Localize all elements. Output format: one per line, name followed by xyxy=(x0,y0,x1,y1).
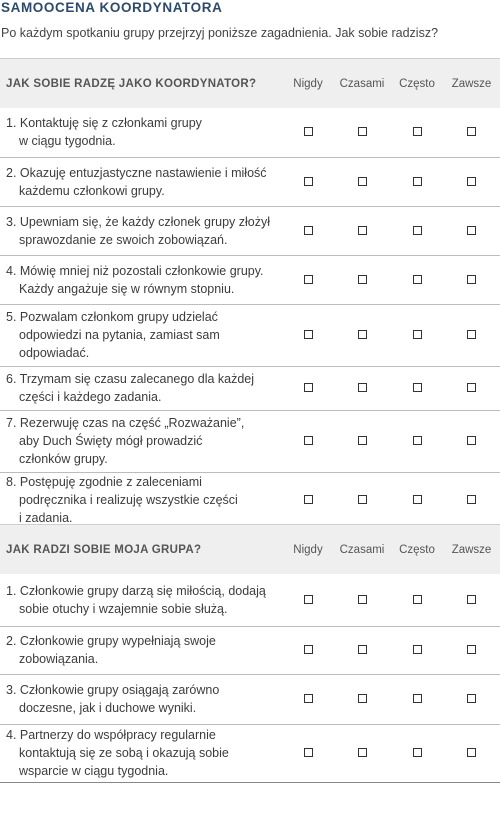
question-line: aby Duch Święty mógł prowadzić xyxy=(19,434,203,448)
checkbox-sometimes[interactable] xyxy=(358,226,367,235)
checkbox-often[interactable] xyxy=(413,226,422,235)
checkbox-always[interactable] xyxy=(467,595,476,604)
column-header-sometimes: Czasami xyxy=(333,59,391,109)
cell-always xyxy=(443,206,500,255)
question-line: 6. Trzymam się czasu zalecanego dla każdej xyxy=(6,372,255,386)
question-line: członków grupy. xyxy=(19,452,108,466)
cell-always xyxy=(443,108,500,157)
question-text xyxy=(0,366,283,410)
question-line: sprawozdanie ze swoich zobowiązań. xyxy=(19,232,228,247)
cell-often xyxy=(391,108,443,157)
checkbox-often[interactable] xyxy=(413,177,422,186)
table-row xyxy=(0,410,500,472)
checkbox-sometimes[interactable] xyxy=(358,177,367,186)
checkbox-sometimes[interactable] xyxy=(358,694,367,703)
cell-often xyxy=(391,472,443,528)
cell-sometimes xyxy=(333,410,391,472)
checkbox-often[interactable] xyxy=(413,330,422,339)
question-line: 3. Członkowie grupy osiągają zarówno xyxy=(6,683,220,697)
column-header-never: Nigdy xyxy=(283,525,333,575)
cell-never xyxy=(283,304,333,366)
checkbox-sometimes[interactable] xyxy=(358,436,367,445)
question-line: kontaktują się ze sobą i okazują sobie xyxy=(19,746,229,760)
table-row xyxy=(0,366,500,410)
question-text xyxy=(0,410,283,472)
question-text xyxy=(0,255,283,304)
checkbox-sometimes[interactable] xyxy=(358,748,367,757)
question-line: sobie otuchy i wzajemnie sobie służą. xyxy=(19,601,228,616)
checkbox-often[interactable] xyxy=(413,495,422,504)
question-line: podręcznika i realizuję wszystkie części xyxy=(19,493,238,507)
checkbox-never[interactable] xyxy=(304,330,313,339)
cell-always xyxy=(443,674,500,724)
cell-sometimes xyxy=(333,255,391,304)
question-line: 3. Upewniam się, że każdy członek grupy złożył xyxy=(6,214,271,229)
question-line: 8. Postępuję zgodnie z zaleceniami xyxy=(6,475,202,489)
checkbox-never[interactable] xyxy=(304,645,313,654)
cell-often xyxy=(391,674,443,724)
column-header-always: Zawsze xyxy=(443,525,500,575)
cell-never xyxy=(283,574,333,626)
cell-never xyxy=(283,255,333,304)
cell-often xyxy=(391,410,443,472)
checkbox-always[interactable] xyxy=(467,436,476,445)
checkbox-often[interactable] xyxy=(413,748,422,757)
question-text xyxy=(0,626,283,674)
intro-text: Po każdym spotkaniu grupy przejrzyj poniższe zagadnienia. Jak sobie radzisz? xyxy=(1,26,439,40)
cell-always xyxy=(443,472,500,528)
checkbox-sometimes[interactable] xyxy=(358,495,367,504)
checkbox-often[interactable] xyxy=(413,645,422,654)
cell-never xyxy=(283,108,333,157)
checkbox-sometimes[interactable] xyxy=(358,275,367,284)
cell-always xyxy=(443,255,500,304)
cell-always xyxy=(443,574,500,626)
cell-never xyxy=(283,157,333,206)
column-header-never: Nigdy xyxy=(283,59,333,109)
table-row xyxy=(0,304,500,366)
column-header-often: Często xyxy=(391,525,443,575)
table-row xyxy=(0,255,500,304)
question-line: 1. Kontaktuję się z członkami grupy xyxy=(6,116,202,131)
cell-sometimes xyxy=(333,304,391,366)
cell-never xyxy=(283,724,333,782)
question-text xyxy=(0,157,283,206)
checkbox-never[interactable] xyxy=(304,436,313,445)
cell-often xyxy=(391,255,443,304)
question-line: w ciągu tygodnia. xyxy=(19,134,116,149)
question-line: zobowiązania. xyxy=(19,652,99,666)
question-text xyxy=(0,724,283,782)
question-line: wsparcie w ciągu tygodnia. xyxy=(19,764,169,778)
cell-always xyxy=(443,304,500,366)
cell-often xyxy=(391,304,443,366)
question-text xyxy=(0,674,283,724)
question-text xyxy=(0,304,283,366)
question-text xyxy=(0,574,283,626)
checkbox-never[interactable] xyxy=(304,226,313,235)
table-row xyxy=(0,472,500,528)
page-title: SAMOOCENA KOORDYNATORA xyxy=(1,0,223,15)
group-assessment-table xyxy=(0,524,500,783)
cell-sometimes xyxy=(333,366,391,410)
question-line: 7. Rezerwuję czas na część „Rozważanie”, xyxy=(6,416,245,430)
cell-often xyxy=(391,626,443,674)
question-line: 2. Okazuję entuzjastyczne nastawienie i miłość xyxy=(6,165,267,180)
cell-often xyxy=(391,366,443,410)
column-header-often: Często xyxy=(391,59,443,109)
checkbox-never[interactable] xyxy=(304,495,313,504)
cell-never xyxy=(283,674,333,724)
cell-sometimes xyxy=(333,724,391,782)
checkbox-sometimes[interactable] xyxy=(358,595,367,604)
table-row xyxy=(0,574,500,626)
checkbox-often[interactable] xyxy=(413,127,422,136)
checkbox-never[interactable] xyxy=(304,694,313,703)
checkbox-always[interactable] xyxy=(467,177,476,186)
checkbox-always[interactable] xyxy=(467,226,476,235)
cell-sometimes xyxy=(333,626,391,674)
cell-often xyxy=(391,724,443,782)
question-line: Każdy angażuje się w równym stopniu. xyxy=(19,281,235,296)
cell-never xyxy=(283,410,333,472)
checkbox-always[interactable] xyxy=(467,645,476,654)
table-row xyxy=(0,626,500,674)
cell-always xyxy=(443,626,500,674)
question-line: 4. Mówię mniej niż pozostali członkowie grupy. xyxy=(6,263,264,278)
checkbox-always[interactable] xyxy=(467,495,476,504)
cell-never xyxy=(283,472,333,528)
checkbox-sometimes[interactable] xyxy=(358,127,367,136)
column-header-sometimes: Czasami xyxy=(333,525,391,575)
question-line: odpowiadać. xyxy=(19,346,90,360)
cell-sometimes xyxy=(333,206,391,255)
checkbox-always[interactable] xyxy=(467,383,476,392)
question-text xyxy=(0,108,283,157)
table-row xyxy=(0,157,500,206)
question-text xyxy=(0,472,283,528)
checkbox-always[interactable] xyxy=(467,330,476,339)
question-line: 1. Członkowie grupy darzą się miłością, dodają xyxy=(6,583,266,598)
cell-often xyxy=(391,574,443,626)
checkbox-often[interactable] xyxy=(413,275,422,284)
cell-always xyxy=(443,157,500,206)
cell-always xyxy=(443,366,500,410)
question-text xyxy=(0,206,283,255)
checkbox-always[interactable] xyxy=(467,748,476,757)
cell-sometimes xyxy=(333,108,391,157)
question-line: 5. Pozwalam członkom grupy udzielać xyxy=(6,310,218,324)
question-line: 4. Partnerzy do współpracy regularnie xyxy=(6,728,216,742)
checkbox-often[interactable] xyxy=(413,383,422,392)
checkbox-never[interactable] xyxy=(304,595,313,604)
checkbox-always[interactable] xyxy=(467,275,476,284)
checkbox-never[interactable] xyxy=(304,177,313,186)
cell-always xyxy=(443,724,500,782)
checkbox-never[interactable] xyxy=(304,748,313,757)
question-line: odpowiedzi na pytania, zamiast sam xyxy=(19,328,220,342)
table-row xyxy=(0,724,500,782)
question-line: doczesne, jak i duchowe wyniki. xyxy=(19,701,197,715)
question-line: i zadania. xyxy=(19,511,73,525)
cell-never xyxy=(283,206,333,255)
section-heading: JAK SOBIE RADZĘ JAKO KOORDYNATOR? xyxy=(0,59,283,109)
cell-sometimes xyxy=(333,157,391,206)
checkbox-often[interactable] xyxy=(413,436,422,445)
checkbox-never[interactable] xyxy=(304,275,313,284)
question-line: każdemu członkowi grupy. xyxy=(19,183,165,198)
table-row xyxy=(0,674,500,724)
checkbox-sometimes[interactable] xyxy=(358,383,367,392)
table-row xyxy=(0,206,500,255)
checkbox-never[interactable] xyxy=(304,383,313,392)
cell-never xyxy=(283,366,333,410)
cell-often xyxy=(391,157,443,206)
checkbox-never[interactable] xyxy=(304,127,313,136)
checkbox-often[interactable] xyxy=(413,694,422,703)
cell-often xyxy=(391,206,443,255)
checkbox-always[interactable] xyxy=(467,694,476,703)
cell-sometimes xyxy=(333,574,391,626)
cell-sometimes xyxy=(333,472,391,528)
coordinator-assessment-table xyxy=(0,58,500,529)
cell-sometimes xyxy=(333,674,391,724)
checkbox-sometimes[interactable] xyxy=(358,645,367,654)
question-line: części i każdego zadania. xyxy=(19,390,162,404)
checkbox-always[interactable] xyxy=(467,127,476,136)
cell-never xyxy=(283,626,333,674)
checkbox-sometimes[interactable] xyxy=(358,330,367,339)
table-row xyxy=(0,108,500,157)
column-header-always: Zawsze xyxy=(443,59,500,109)
checkbox-often[interactable] xyxy=(413,595,422,604)
section-heading: JAK RADZI SOBIE MOJA GRUPA? xyxy=(0,525,283,575)
question-line: 2. Członkowie grupy wypełniają swoje xyxy=(6,634,216,648)
cell-always xyxy=(443,410,500,472)
